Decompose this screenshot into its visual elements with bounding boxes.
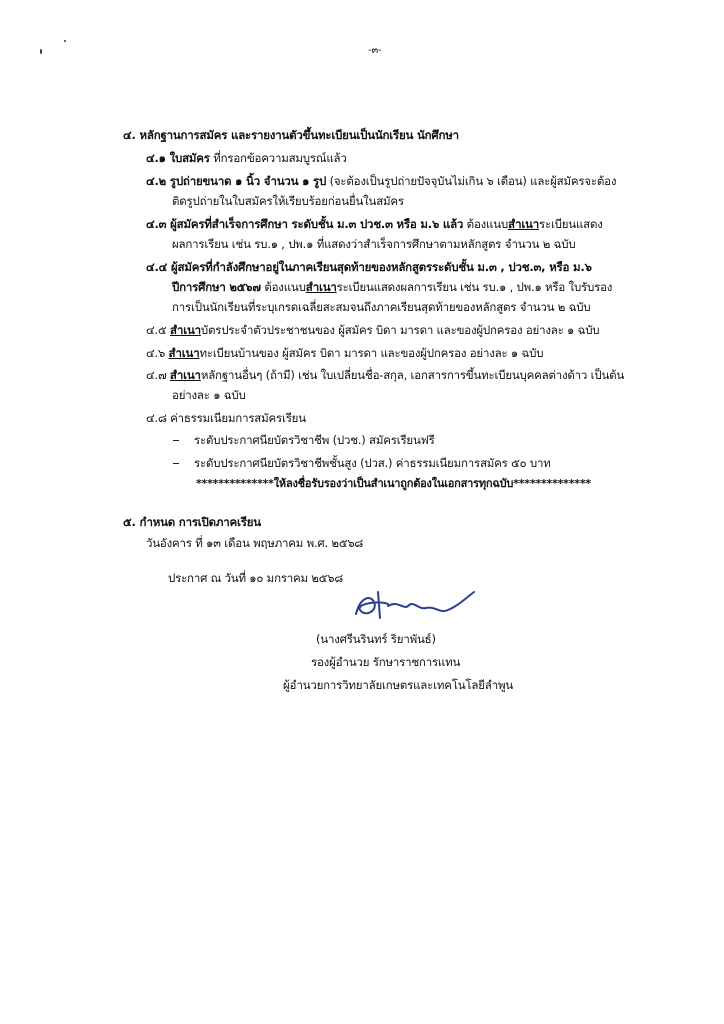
- bullet-dash: [173, 463, 179, 464]
- fee-item-vocational: ระดับประกาศนียบัตรวิชาชีพ (ปวช.) สมัครเรียนฟรี: [194, 433, 435, 447]
- item-4-7-cont: อย่างละ ๑ ฉบับ: [172, 388, 246, 402]
- item-4-3-text-b: ระเบียนแสดง: [538, 217, 603, 231]
- scan-speck: [40, 49, 42, 54]
- item-4-5-num: ๔.๕: [146, 323, 167, 337]
- page-number: -๓-: [368, 45, 382, 56]
- item-4-3: [146, 216, 603, 232]
- item-4-3-label: ๔.๓ ผู้สมัครที่สำเร็จการศึกษา ระดับชั้น ม.๓ ปวช.๓ หรือ ม.๖ แล้ว: [146, 217, 464, 231]
- item-4-5: [146, 322, 599, 338]
- item-4-3-copy-word: สำเนา: [508, 217, 539, 231]
- item-4-5-copy-word: สำเนา: [169, 323, 201, 337]
- bullet-dash: [173, 440, 179, 441]
- item-4-2: [146, 173, 616, 189]
- signer-role-acting: รองผู้อำนวย รักษาราชการแทน: [311, 655, 461, 669]
- signer-role-director: ผู้อำนวยการวิทยาลัยเกษตรและเทคโนโลยีลำพูน: [283, 678, 514, 692]
- section-4-heading: ๔. หลักฐานการสมัคร และรายงานตัวขึ้นทะเบียนเป็นนักเรียน นักศึกษา: [123, 128, 459, 142]
- item-4-5-text: บัตรประจำตัวประชาชนของ ผู้สมัคร บิดา มารดา และของผู้ปกครอง อย่างละ ๑ ฉบับ: [200, 323, 600, 337]
- item-4-6: [146, 345, 543, 361]
- item-4-2-label: ๔.๒ รูปถ่ายขนาด ๑ นิ้ว จำนวน ๑ รูป: [146, 174, 327, 188]
- item-4-3-text-a: ต้องแนบ: [466, 217, 509, 231]
- item-4-7-num: ๔.๗: [146, 368, 167, 382]
- item-4-7: [146, 367, 624, 383]
- certify-copy-note: **************ให้ลงชื่อรับรองว่าเป็นสำเนาถูกต้องในเอกสารทุกฉบับ**************: [196, 477, 591, 490]
- item-4-7-text: หลักฐานอื่นๆ (ถ้ามี) เช่น ใบเปลี่ยนชื่อ-สกุล, เอกสารการขึ้นทะเบียนบุคคลต่างด้าว เป็นต้น: [200, 368, 625, 382]
- item-4-4-label: ๔.๔ ผู้สมัครที่กำลังศึกษาอยู่ในภาคเรียนสุดท้ายของหลักสูตรระดับชั้น ม.๓ , ปวช.๓, หรือ ม.๖: [146, 260, 592, 274]
- fee-item-high-vocational: ระดับประกาศนียบัตรวิชาชีพชั้นสูง (ปวส.) ค่าธรรมเนียมการสมัคร ๕๐ บาท: [194, 456, 551, 470]
- item-4-4-text-b: ระเบียนแสดงผลการเรียน เช่น รบ.๑ , ปพ.๑ หรือ ใบรับรอง: [336, 280, 613, 294]
- item-4-6-num: ๔.๖: [146, 346, 166, 360]
- item-4-4-cont: การเป็นนักเรียนที่ระบุเกรดเฉลี่ยสะสมจนถึงภาคเรียนสุดท้ายของหลักสูตร จำนวน ๒ ฉบับ: [172, 300, 591, 314]
- item-4-2-text: (จะต้องเป็นรูปถ่ายปัจจุบันไม่เกิน ๖ เดือน) และผู้สมัครจะต้อง: [329, 174, 617, 188]
- item-4-4-text-a: ต้องแนบ: [264, 280, 306, 294]
- semester-open-date: วันอังคาร ที่ ๑๓ เดือน พฤษภาคม พ.ศ. ๒๕๖๘: [146, 536, 364, 550]
- signer-name: (นางศรีนรินทร์ ริยาพันธ์): [316, 632, 436, 646]
- signature-image: [348, 588, 478, 628]
- item-4-2-cont: ติดรูปถ่ายในใบสมัครให้เรียบร้อยก่อนยื่นในสมัคร: [172, 194, 404, 208]
- item-4-4-copy-word: สำเนา: [305, 280, 337, 294]
- section-5-heading: ๕. กำหนด การเปิดภาคเรียน: [123, 515, 261, 529]
- item-4-1-label: ๔.๑ ใบสมัคร: [146, 151, 210, 165]
- item-4-6-copy-word: สำเนา: [168, 346, 200, 360]
- item-4-8-label: ๔.๘ ค่าธรรมเนียมการสมัครเรียน: [146, 411, 306, 425]
- item-4-4-line2: [172, 279, 612, 295]
- item-4-7-copy-word: สำเนา: [169, 368, 201, 382]
- item-4-4-year: ปีการศึกษา ๒๕๖๗: [172, 280, 261, 294]
- item-4-3-cont: ผลการเรียน เช่น รบ.๑ , ปพ.๑ ที่แสดงว่าสำเร็จการศึกษาตามหลักสูตร จำนวน ๒ ฉบับ: [172, 237, 576, 251]
- item-4-1: [146, 150, 347, 166]
- item-4-6-text: ทะเบียนบ้านของ ผู้สมัคร บิดา มารดา และของผู้ปกครอง อย่างละ ๑ ฉบับ: [199, 346, 544, 360]
- scan-speck: [64, 40, 66, 42]
- item-4-1-text: ที่กรอกข้อความสมบูรณ์แล้ว: [213, 151, 347, 165]
- announce-date: ประกาศ ณ วันที่ ๑๐ มกราคม ๒๕๖๘: [168, 571, 344, 585]
